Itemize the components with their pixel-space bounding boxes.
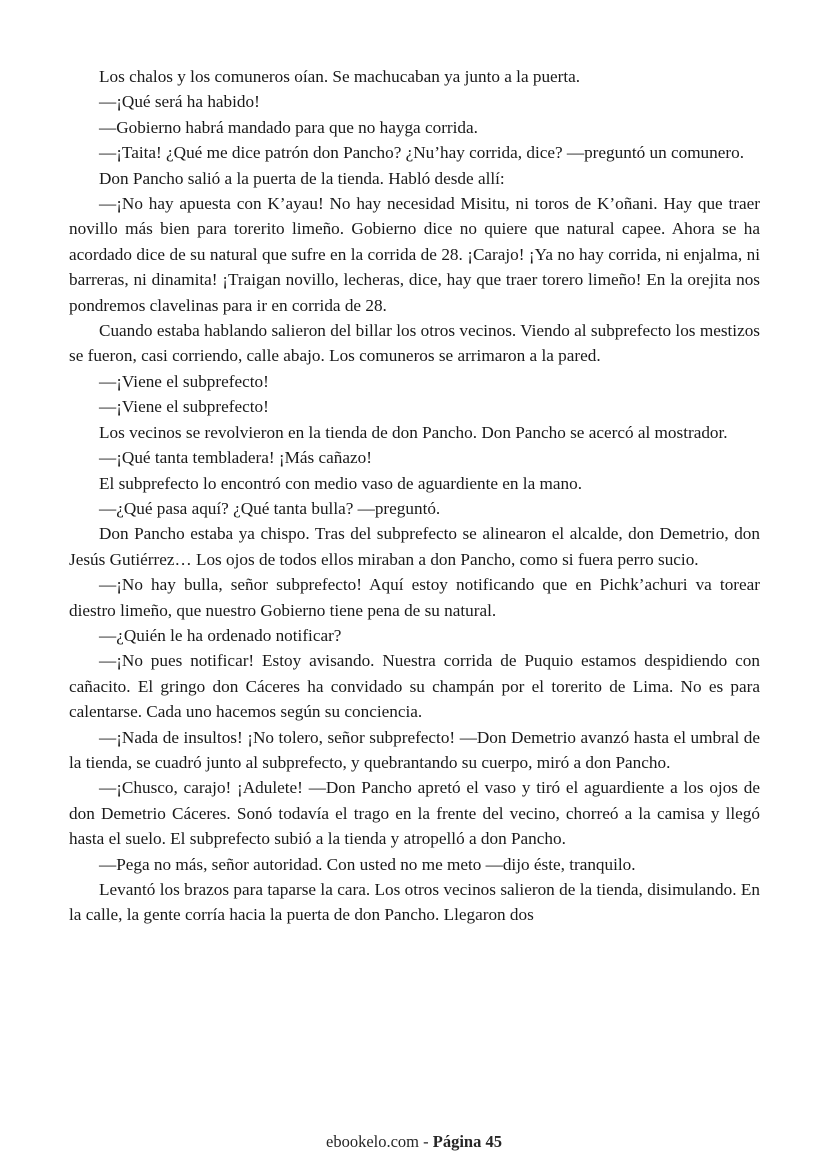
paragraph: El subprefecto lo encontró con medio vaso de aguardiente en la mano.: [99, 473, 582, 493]
paragraph: Los vecinos se revolvieron en la tienda de don Pancho. Don Pancho se acercó al mostrador.: [99, 422, 728, 442]
paragraph: Cuando estaba hablando salieron del billar los otros vecinos. Viendo al subprefecto los mestizos se fueron, casi corriendo, calle abajo. Los comuneros se arrimaron a la pared.: [69, 321, 760, 366]
footer-page-number: Página 45: [432, 1132, 502, 1151]
paragraph: —¡No hay bulla, señor subprefecto! Aquí estoy notificando que en Pichk’achuri va torear diestro limeño, que nuestro Gobierno tiene pena de su natural.: [69, 575, 760, 620]
paragraph: —Pega no más, señor autoridad. Con usted no me meto —dijo éste, tranquilo.: [99, 854, 636, 874]
paragraph: —¡Nada de insultos! ¡No tolero, señor subprefecto! —Don Demetrio avanzó hasta el umbral de la tienda, se cuadró junto al subprefecto, y quebrantando su cuerpo, miró a don Pancho.: [69, 727, 760, 772]
paragraph: Don Pancho estaba ya chispo. Tras del subprefecto se alinearon el alcalde, don Demetrio, don Jesús Gutiérrez… Los ojos de todos ellos miraban a don Pancho, como si fuera perro sucio.: [69, 524, 760, 569]
paragraph: —¡No hay apuesta con K’ayau! No hay necesidad Misitu, ni toros de K’oñani. Hay que traer novillo más bien para torerito limeño. Gobierno dice no quiere que natural capee. Ahora se ha acordado dice de su natural que sufre en la corrida de 28. ¡Carajo! ¡Ya no hay corrida, ni enjalma, ni barreras, ni dinamita! ¡Traigan novillo, lecheras, dice, hay que traer torero limeño! En la orejita nos pondremos clavelinas para ir en corrida de 28.: [69, 194, 760, 315]
paragraph: —¡No pues notificar! Estoy avisando. Nuestra corrida de Puquio estamos despidiendo con cañacito. El gringo don Cáceres ha convidado su champán por el torerito de Lima. No es para calentarse. Cada uno hacemos según su conciencia.: [69, 651, 760, 722]
paragraph: —¡Qué tanta tembladera! ¡Más cañazo!: [99, 448, 372, 468]
page-footer: [0, 1131, 828, 1153]
paragraph: —¡Taita! ¿Qué me dice patrón don Pancho? ¿Nu’hay corrida, dice? —preguntó un comunero.: [99, 143, 744, 163]
paragraph: —Gobierno habrá mandado para que no hayga corrida.: [99, 117, 478, 137]
paragraph: —¿Qué pasa aquí? ¿Qué tanta bulla? —preguntó.: [99, 498, 441, 518]
paragraph: —¿Quién le ha ordenado notificar?: [99, 625, 342, 645]
paragraph: Levantó los brazos para taparse la cara. Los otros vecinos salieron de la tienda, disimulando. En la calle, la gente corría hacia la puerta de don Pancho. Llegaron dos: [69, 880, 760, 925]
footer-site-name: ebookelo.com: [326, 1132, 420, 1151]
page-body: [69, 64, 760, 928]
footer-separator: -: [419, 1132, 433, 1151]
paragraph: —¡Chusco, carajo! ¡Adulete! —Don Pancho apretó el vaso y tiró el aguardiente a los ojos de don Demetrio Cáceres. Sonó todavía el trago en la frente del vecino, chorreó a la camisa y llegó hasta el suelo. El subprefecto subió a la tienda y atropelló a don Pancho.: [69, 778, 760, 849]
paragraph: —¡Qué será ha habido!: [99, 92, 260, 112]
paragraph: —¡Viene el subprefecto!: [99, 371, 269, 391]
paragraph: Los chalos y los comuneros oían. Se machucaban ya junto a la puerta.: [99, 67, 581, 86]
paragraph: —¡Viene el subprefecto!: [99, 397, 269, 417]
paragraph: Don Pancho salió a la puerta de la tienda. Habló desde allí:: [99, 168, 505, 188]
